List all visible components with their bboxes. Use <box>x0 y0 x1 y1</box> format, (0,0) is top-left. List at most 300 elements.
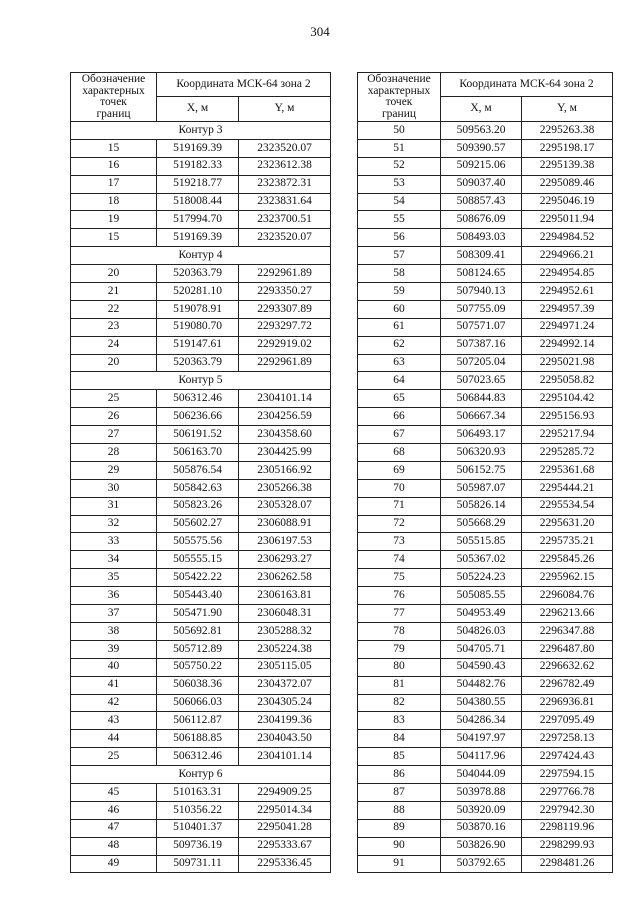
point-number-cell: 32 <box>71 515 157 533</box>
coordinates-table-left <box>70 72 331 873</box>
table-row <box>71 676 331 694</box>
point-number-cell: 55 <box>358 211 441 229</box>
table-row <box>358 837 613 855</box>
table-row <box>71 300 331 318</box>
table-row <box>71 229 331 247</box>
point-number-cell: 24 <box>71 336 157 354</box>
point-number-cell: 71 <box>358 497 441 515</box>
point-number-cell: 53 <box>358 175 441 193</box>
point-number-cell: 46 <box>71 801 157 819</box>
x-coordinate-cell: 510163.31 <box>157 783 239 801</box>
table-row <box>358 444 613 462</box>
x-coordinate-cell: 505823.26 <box>157 497 239 515</box>
table-row <box>358 426 613 444</box>
x-coordinate-cell: 520363.79 <box>157 354 239 372</box>
table-row <box>358 336 613 354</box>
x-coordinate-cell: 519147.61 <box>157 336 239 354</box>
x-coordinate-cell: 504044.09 <box>441 766 522 784</box>
point-number-cell: 44 <box>71 730 157 748</box>
x-coordinate-cell: 504117.96 <box>441 748 522 766</box>
x-coordinate-cell: 505826.14 <box>441 497 522 515</box>
y-coordinate-cell: 2296782.49 <box>522 676 613 694</box>
x-coordinate-cell: 505602.27 <box>157 515 239 533</box>
point-number-cell: 19 <box>71 211 157 229</box>
y-coordinate-cell: 2294992.14 <box>522 336 613 354</box>
point-header-line: точек <box>100 96 127 108</box>
y-coordinate-cell: 2306048.31 <box>239 605 331 623</box>
point-number-cell: 15 <box>71 229 157 247</box>
x-coordinate-cell: 508493.03 <box>441 229 522 247</box>
table-row <box>71 551 331 569</box>
y-coordinate-cell: 2295361.68 <box>522 461 613 479</box>
point-number-cell: 28 <box>71 444 157 462</box>
y-coordinate-cell: 2295631.20 <box>522 515 613 533</box>
point-number-cell: 75 <box>358 569 441 587</box>
table-row <box>358 193 613 211</box>
x-coordinate-cell: 509563.20 <box>441 122 522 140</box>
y-coordinate-cell: 2295534.54 <box>522 497 613 515</box>
point-number-cell: 60 <box>358 300 441 318</box>
table-row <box>71 819 331 837</box>
y-coordinate-cell: 2306293.27 <box>239 551 331 569</box>
x-coordinate-cell: 505443.40 <box>157 587 239 605</box>
point-number-cell: 61 <box>358 318 441 336</box>
y-coordinate-cell: 2295285.72 <box>522 444 613 462</box>
y-coordinate-cell: 2305166.92 <box>239 461 331 479</box>
table-row <box>71 640 331 658</box>
y-coordinate-cell: 2323872.31 <box>239 175 331 193</box>
point-number-cell: 42 <box>71 694 157 712</box>
table-row <box>358 658 613 676</box>
x-column-header: X, м <box>157 97 239 122</box>
x-coordinate-cell: 507571.07 <box>441 318 522 336</box>
table-row <box>358 640 613 658</box>
point-header-line: характерных <box>367 84 431 97</box>
y-coordinate-cell: 2304305.24 <box>239 694 331 712</box>
y-coordinate-cell: 2297594.15 <box>522 766 613 784</box>
y-coordinate-cell: 2297258.13 <box>522 730 613 748</box>
y-coordinate-cell: 2323520.07 <box>239 139 331 157</box>
point-number-cell: 37 <box>71 605 157 623</box>
y-coordinate-cell: 2305115.05 <box>239 658 331 676</box>
y-coordinate-cell: 2294984.52 <box>522 229 613 247</box>
y-coordinate-cell: 2304101.14 <box>239 390 331 408</box>
y-column-header: Y, м <box>522 97 613 122</box>
x-coordinate-cell: 506493.17 <box>441 426 522 444</box>
y-coordinate-cell: 2295156.93 <box>522 408 613 426</box>
table-row <box>358 766 613 784</box>
point-number-cell: 25 <box>71 748 157 766</box>
table-row <box>358 497 613 515</box>
y-coordinate-cell: 2295041.28 <box>239 819 331 837</box>
point-number-cell: 78 <box>358 622 441 640</box>
y-coordinate-cell: 2296487.80 <box>522 640 613 658</box>
y-coordinate-cell: 2297424.43 <box>522 748 613 766</box>
coordinates-table-right <box>357 72 613 873</box>
y-coordinate-cell: 2323831.64 <box>239 193 331 211</box>
table-row <box>71 354 331 372</box>
x-coordinate-cell: 520363.79 <box>157 265 239 283</box>
x-coordinate-cell: 504705.71 <box>441 640 522 658</box>
x-coordinate-cell: 505224.23 <box>441 569 522 587</box>
x-coordinate-cell: 503826.90 <box>441 837 522 855</box>
table-row <box>358 175 613 193</box>
right-table-body <box>358 122 613 873</box>
y-coordinate-cell: 2297766.78 <box>522 783 613 801</box>
point-header-line: границ <box>381 107 417 120</box>
table-row <box>358 783 613 801</box>
table-row <box>358 283 613 301</box>
x-coordinate-cell: 506667.34 <box>441 408 522 426</box>
x-coordinate-cell: 509736.19 <box>157 837 239 855</box>
y-coordinate-cell: 2295014.34 <box>239 801 331 819</box>
point-header-line: Обозначение <box>367 73 431 85</box>
point-number-cell: 52 <box>358 157 441 175</box>
point-number-cell: 40 <box>71 658 157 676</box>
x-coordinate-cell: 510356.22 <box>157 801 239 819</box>
table-row <box>71 748 331 766</box>
table-row <box>358 300 613 318</box>
point-number-cell: 49 <box>71 855 157 873</box>
x-coordinate-cell: 505085.55 <box>441 587 522 605</box>
x-coordinate-cell: 506312.46 <box>157 390 239 408</box>
point-number-cell: 70 <box>358 479 441 497</box>
point-number-cell: 67 <box>358 426 441 444</box>
table-row <box>71 837 331 855</box>
contour-label: Контур 5 <box>71 372 331 390</box>
y-coordinate-cell: 2294957.39 <box>522 300 613 318</box>
y-coordinate-cell: 2295198.17 <box>522 139 613 157</box>
y-coordinate-cell: 2306088.91 <box>239 515 331 533</box>
x-coordinate-cell: 504380.55 <box>441 694 522 712</box>
x-coordinate-cell: 504826.03 <box>441 622 522 640</box>
y-coordinate-cell: 2296632.62 <box>522 658 613 676</box>
point-number-cell: 23 <box>71 318 157 336</box>
table-row <box>71 515 331 533</box>
point-number-cell: 50 <box>358 122 441 140</box>
point-number-cell: 58 <box>358 265 441 283</box>
table-row <box>71 569 331 587</box>
y-coordinate-cell: 2323700.51 <box>239 211 331 229</box>
point-number-cell: 68 <box>358 444 441 462</box>
y-coordinate-cell: 2295139.38 <box>522 157 613 175</box>
table-row <box>71 801 331 819</box>
point-number-cell: 38 <box>71 622 157 640</box>
point-number-cell: 63 <box>358 354 441 372</box>
table-row <box>71 211 331 229</box>
table-row <box>71 783 331 801</box>
x-coordinate-cell: 506188.85 <box>157 730 239 748</box>
y-coordinate-cell: 2323612.38 <box>239 157 331 175</box>
x-coordinate-cell: 506844.83 <box>441 390 522 408</box>
y-coordinate-cell: 2304101.14 <box>239 748 331 766</box>
y-coordinate-cell: 2304372.07 <box>239 676 331 694</box>
point-number-cell: 25 <box>71 390 157 408</box>
point-number-cell: 79 <box>358 640 441 658</box>
point-number-cell: 85 <box>358 748 441 766</box>
x-coordinate-cell: 503920.09 <box>441 801 522 819</box>
x-coordinate-cell: 504197.97 <box>441 730 522 748</box>
point-number-cell: 21 <box>71 283 157 301</box>
x-coordinate-cell: 507940.13 <box>441 283 522 301</box>
x-coordinate-cell: 506163.70 <box>157 444 239 462</box>
x-coordinate-cell: 506320.93 <box>441 444 522 462</box>
table-row <box>71 730 331 748</box>
table-row <box>71 658 331 676</box>
x-coordinate-cell: 505471.90 <box>157 605 239 623</box>
y-coordinate-cell: 2295104.42 <box>522 390 613 408</box>
x-coordinate-cell: 504590.43 <box>441 658 522 676</box>
y-coordinate-cell: 2296347.88 <box>522 622 613 640</box>
point-number-cell: 47 <box>71 819 157 837</box>
y-coordinate-cell: 2295845.26 <box>522 551 613 569</box>
y-coordinate-cell: 2295962.15 <box>522 569 613 587</box>
point-number-cell: 90 <box>358 837 441 855</box>
y-coordinate-cell: 2295046.19 <box>522 193 613 211</box>
x-coordinate-cell: 505712.89 <box>157 640 239 658</box>
x-coordinate-cell: 517994.70 <box>157 211 239 229</box>
x-coordinate-cell: 509215.06 <box>441 157 522 175</box>
x-coordinate-cell: 510401.37 <box>157 819 239 837</box>
table-row <box>358 819 613 837</box>
table-row <box>358 587 613 605</box>
contour-label: Контур 4 <box>71 247 331 265</box>
table-row <box>71 157 331 175</box>
y-coordinate-cell: 2304199.36 <box>239 712 331 730</box>
y-coordinate-cell: 2296084.76 <box>522 587 613 605</box>
table-row <box>358 265 613 283</box>
point-number-cell: 91 <box>358 855 441 873</box>
point-number-cell: 17 <box>71 175 157 193</box>
coordinate-system-header: Координата МСК-64 зона 2 <box>157 73 331 97</box>
table-row <box>358 211 613 229</box>
x-coordinate-cell: 505750.22 <box>157 658 239 676</box>
point-number-cell: 81 <box>358 676 441 694</box>
point-number-cell: 31 <box>71 497 157 515</box>
table-row <box>358 408 613 426</box>
table-row <box>358 712 613 730</box>
point-number-cell: 73 <box>358 533 441 551</box>
x-coordinate-cell: 507205.04 <box>441 354 522 372</box>
y-coordinate-cell: 2298119.96 <box>522 819 613 837</box>
point-number-cell: 88 <box>358 801 441 819</box>
table-row <box>358 533 613 551</box>
point-number-cell: 27 <box>71 426 157 444</box>
y-coordinate-cell: 2294952.61 <box>522 283 613 301</box>
table-row <box>358 157 613 175</box>
contour-row <box>71 766 331 784</box>
table-row <box>358 354 613 372</box>
table-row <box>358 801 613 819</box>
table-row <box>358 551 613 569</box>
table-row <box>358 569 613 587</box>
table-row <box>358 622 613 640</box>
point-number-cell: 87 <box>358 783 441 801</box>
point-number-cell: 59 <box>358 283 441 301</box>
x-coordinate-cell: 519218.77 <box>157 175 239 193</box>
y-coordinate-cell: 2297942.30 <box>522 801 613 819</box>
y-coordinate-cell: 2295217.94 <box>522 426 613 444</box>
y-coordinate-cell: 2292919.02 <box>239 336 331 354</box>
y-coordinate-cell: 2295011.94 <box>522 211 613 229</box>
point-number-cell: 65 <box>358 390 441 408</box>
point-number-cell: 69 <box>358 461 441 479</box>
x-coordinate-cell: 504482.76 <box>441 676 522 694</box>
x-coordinate-cell: 504286.34 <box>441 712 522 730</box>
point-number-cell: 26 <box>71 408 157 426</box>
point-number-cell: 35 <box>71 569 157 587</box>
x-coordinate-cell: 506236.66 <box>157 408 239 426</box>
point-number-cell: 84 <box>358 730 441 748</box>
y-coordinate-cell: 2295444.21 <box>522 479 613 497</box>
point-number-cell: 45 <box>71 783 157 801</box>
y-coordinate-cell: 2298299.93 <box>522 837 613 855</box>
table-row <box>358 515 613 533</box>
table-row <box>71 426 331 444</box>
table-row <box>358 605 613 623</box>
y-coordinate-cell: 2296213.66 <box>522 605 613 623</box>
contour-row <box>71 122 331 140</box>
contour-label: Контур 6 <box>71 766 331 784</box>
y-coordinate-cell: 2294954.85 <box>522 265 613 283</box>
point-number-cell: 48 <box>71 837 157 855</box>
x-column-header: X, м <box>441 97 522 122</box>
x-coordinate-cell: 506066.03 <box>157 694 239 712</box>
point-number-cell: 29 <box>71 461 157 479</box>
point-number-cell: 51 <box>358 139 441 157</box>
table-row <box>358 318 613 336</box>
x-coordinate-cell: 503870.16 <box>441 819 522 837</box>
point-number-cell: 22 <box>71 300 157 318</box>
table-row <box>358 461 613 479</box>
point-number-cell: 30 <box>71 479 157 497</box>
point-header-line: точек <box>385 96 413 108</box>
x-coordinate-cell: 507755.09 <box>441 300 522 318</box>
x-coordinate-cell: 505575.56 <box>157 533 239 551</box>
x-coordinate-cell: 505668.29 <box>441 515 522 533</box>
table-row <box>71 694 331 712</box>
x-coordinate-cell: 507023.65 <box>441 372 522 390</box>
table-row <box>71 479 331 497</box>
x-coordinate-cell: 506152.75 <box>441 461 522 479</box>
x-coordinate-cell: 508857.43 <box>441 193 522 211</box>
y-coordinate-cell: 2295021.98 <box>522 354 613 372</box>
y-coordinate-cell: 2306163.81 <box>239 587 331 605</box>
point-header-line: границ <box>96 107 131 120</box>
y-coordinate-cell: 2306262.58 <box>239 569 331 587</box>
y-coordinate-cell: 2295333.67 <box>239 837 331 855</box>
y-coordinate-cell: 2323520.07 <box>239 229 331 247</box>
y-coordinate-cell: 2293350.27 <box>239 283 331 301</box>
contour-label: Контур 3 <box>71 122 331 140</box>
y-coordinate-cell: 2305328.07 <box>239 497 331 515</box>
x-coordinate-cell: 505555.15 <box>157 551 239 569</box>
table-row <box>358 855 613 873</box>
x-coordinate-cell: 506191.52 <box>157 426 239 444</box>
y-coordinate-cell: 2304358.60 <box>239 426 331 444</box>
table-row <box>358 748 613 766</box>
x-coordinate-cell: 505842.63 <box>157 479 239 497</box>
table-row <box>358 372 613 390</box>
point-number-cell: 62 <box>358 336 441 354</box>
x-coordinate-cell: 506038.36 <box>157 676 239 694</box>
point-number-cell: 33 <box>71 533 157 551</box>
table-row <box>71 855 331 873</box>
y-coordinate-cell: 2295735.21 <box>522 533 613 551</box>
y-coordinate-cell: 2295058.82 <box>522 372 613 390</box>
y-coordinate-cell: 2295336.45 <box>239 855 331 873</box>
x-coordinate-cell: 508124.65 <box>441 265 522 283</box>
x-coordinate-cell: 505692.81 <box>157 622 239 640</box>
point-number-cell: 16 <box>71 157 157 175</box>
y-coordinate-cell: 2306197.53 <box>239 533 331 551</box>
x-coordinate-cell: 506312.46 <box>157 748 239 766</box>
table-row <box>71 605 331 623</box>
table-row <box>71 390 331 408</box>
x-coordinate-cell: 519182.33 <box>157 157 239 175</box>
table-row <box>358 676 613 694</box>
point-number-cell: 56 <box>358 229 441 247</box>
table-row <box>71 461 331 479</box>
y-coordinate-cell: 2292961.89 <box>239 354 331 372</box>
y-coordinate-cell: 2304256.59 <box>239 408 331 426</box>
y-coordinate-cell: 2292961.89 <box>239 265 331 283</box>
y-coordinate-cell: 2305266.38 <box>239 479 331 497</box>
point-number-cell: 74 <box>358 551 441 569</box>
table-row <box>71 193 331 211</box>
page-number: 304 <box>310 24 330 39</box>
x-coordinate-cell: 503978.88 <box>441 783 522 801</box>
point-number-cell: 86 <box>358 766 441 784</box>
point-number-cell: 39 <box>71 640 157 658</box>
table-row <box>71 336 331 354</box>
y-coordinate-cell: 2294966.21 <box>522 247 613 265</box>
left-table-body <box>71 122 331 873</box>
x-coordinate-cell: 503792.65 <box>441 855 522 873</box>
y-coordinate-cell: 2305288.32 <box>239 622 331 640</box>
point-designation-header <box>358 73 441 122</box>
point-number-cell: 80 <box>358 658 441 676</box>
x-coordinate-cell: 505422.22 <box>157 569 239 587</box>
point-number-cell: 18 <box>71 193 157 211</box>
table-row <box>358 247 613 265</box>
table-row <box>71 408 331 426</box>
x-coordinate-cell: 509390.57 <box>441 139 522 157</box>
table-row <box>71 533 331 551</box>
table-row <box>358 390 613 408</box>
table-row <box>358 479 613 497</box>
table-row <box>358 694 613 712</box>
point-number-cell: 43 <box>71 712 157 730</box>
contour-row <box>71 247 331 265</box>
x-coordinate-cell: 519078.91 <box>157 300 239 318</box>
contour-row <box>71 372 331 390</box>
x-coordinate-cell: 505876.54 <box>157 461 239 479</box>
x-coordinate-cell: 505987.07 <box>441 479 522 497</box>
y-coordinate-cell: 2305224.38 <box>239 640 331 658</box>
point-designation-header <box>71 73 157 122</box>
point-number-cell: 76 <box>358 587 441 605</box>
point-number-cell: 82 <box>358 694 441 712</box>
y-coordinate-cell: 2293297.72 <box>239 318 331 336</box>
point-number-cell: 72 <box>358 515 441 533</box>
y-coordinate-cell: 2294971.24 <box>522 318 613 336</box>
x-coordinate-cell: 519169.39 <box>157 229 239 247</box>
y-coordinate-cell: 2298481.26 <box>522 855 613 873</box>
x-coordinate-cell: 520281.10 <box>157 283 239 301</box>
point-number-cell: 64 <box>358 372 441 390</box>
x-coordinate-cell: 509731.11 <box>157 855 239 873</box>
